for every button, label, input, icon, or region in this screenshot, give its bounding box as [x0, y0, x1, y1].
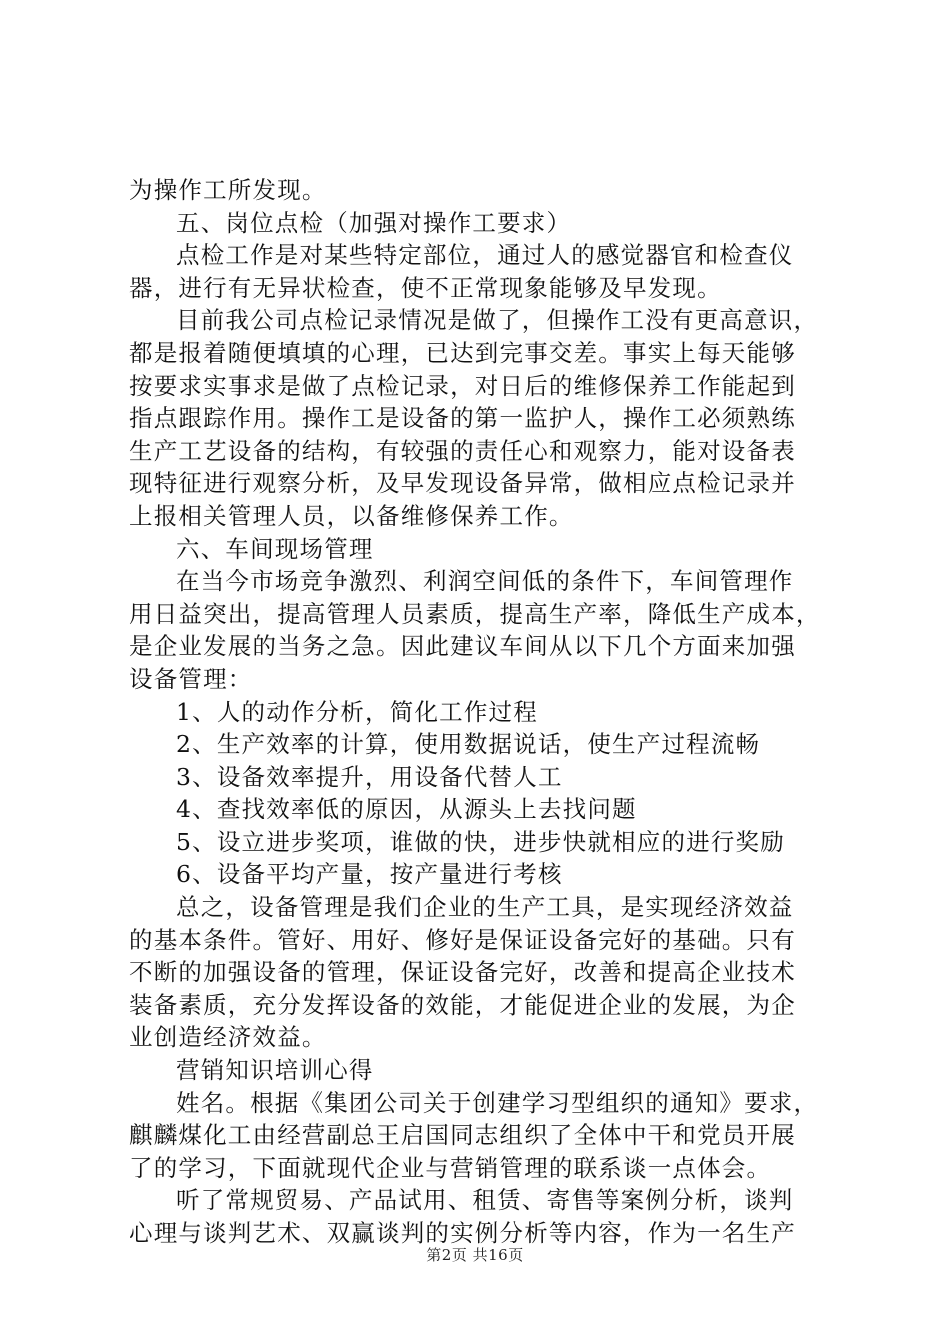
- text-line: 1、人的动作分析，简化工作过程: [176, 697, 538, 726]
- text-line: 是企业发展的当务之急。因此建议车间从以下几个方面来加强: [129, 632, 796, 661]
- text-line: 六、车间现场管理: [176, 534, 374, 563]
- text-line: 现特征进行观察分析，及早发现设备异常，做相应点检记录并: [129, 469, 796, 498]
- text-line: 用日益突出，提高管理人员素质，提高生产率，降低生产成本，: [129, 599, 821, 628]
- text-line: 为操作工所发现。: [129, 176, 327, 204]
- text-line: 4、查找效率低的原因，从源头上去找问题: [176, 795, 637, 824]
- text-line: 业创造经济效益。: [129, 1023, 327, 1052]
- text-line: 设备管理：: [129, 664, 253, 693]
- text-line: 上报相关管理人员，以备维修保养工作。: [129, 501, 574, 530]
- text-line: 营销知识培训心得: [176, 1056, 374, 1085]
- text-line: 姓名。根据《集团公司关于创建学习型组织的通知》要求，: [176, 1088, 819, 1117]
- text-line: 的基本条件。管好、用好、修好是保证设备完好的基础。只有: [129, 925, 796, 954]
- text-line: 点检工作是对某些特定部位，通过人的感觉器官和检查仪: [176, 241, 794, 270]
- text-line: 在当今市场竞争激烈、利润空间低的条件下，车间管理作: [176, 567, 794, 596]
- text-line: 5、设立进步奖项，谁做的快，进步快就相应的进行奖励: [176, 827, 785, 856]
- text-line: 都是报着随便填填的心理，已达到完事交差。事实上每天能够: [129, 338, 796, 367]
- text-line: 6、设备平均产量，按产量进行考核: [176, 860, 563, 889]
- page-footer: 第2页 共16页: [426, 1246, 524, 1264]
- text-line: 麒麟煤化工由经营副总王启国同志组织了全体中干和党员开展: [129, 1121, 796, 1150]
- text-line: 按要求实事求是做了点检记录，对日后的维修保养工作能起到: [129, 371, 796, 400]
- text-line: 器，进行有无异状检查，使不正常现象能够及早发现。: [129, 273, 722, 302]
- text-line: 五、岗位点检（加强对操作工要求）: [176, 208, 572, 237]
- text-line: 装备素质，充分发挥设备的效能，才能促进企业的发展，为企: [129, 990, 796, 1019]
- text-line: 3、设备效率提升，用设备代替人工: [176, 762, 563, 791]
- text-line: 2、生产效率的计算，使用数据说话，使生产过程流畅: [176, 730, 761, 759]
- text-line: 生产工艺设备的结构，有较强的责任心和观察力，能对设备表: [129, 436, 796, 465]
- text-line: 目前我公司点检记录情况是做了，但操作工没有更高意识，: [176, 306, 819, 335]
- text-line: 了的学习，下面就现代企业与营销管理的联系谈一点体会。: [129, 1153, 772, 1182]
- text-line: 心理与谈判艺术、双赢谈判的实例分析等内容，作为一名生产: [129, 1219, 796, 1247]
- text-line: 总之，设备管理是我们企业的生产工具，是实现经济效益: [176, 893, 794, 922]
- document-body: [129, 174, 839, 1250]
- text-line: 指点跟踪作用。操作工是设备的第一监护人，操作工必须熟练: [129, 404, 796, 433]
- text-line: 不断的加强设备的管理，保证设备完好，改善和提高企业技术: [129, 958, 796, 987]
- text-line: 听了常规贸易、产品试用、租赁、寄售等案例分析，谈判: [176, 1186, 794, 1215]
